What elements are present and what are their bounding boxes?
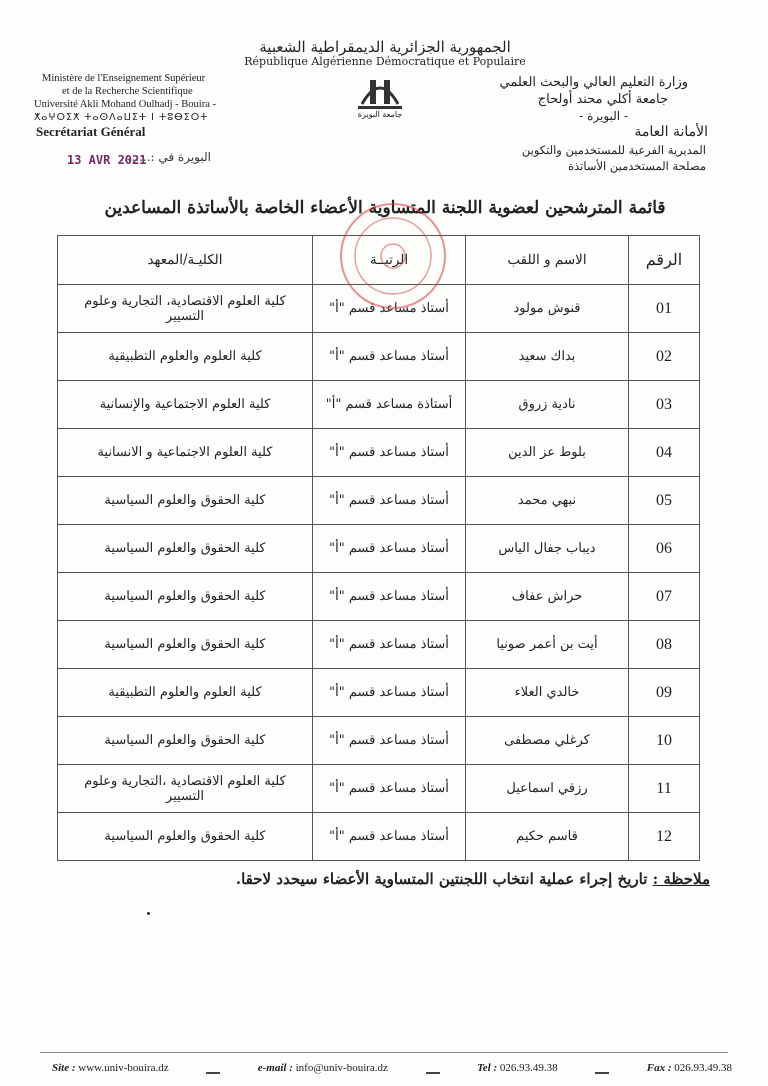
cell-name: رزقي اسماعيل bbox=[466, 765, 629, 813]
email-label: e-mail : bbox=[257, 1062, 293, 1074]
footer-email bbox=[258, 1062, 388, 1074]
cell-faculty: كلية العلوم الاجتماعية والإنسانية bbox=[58, 381, 313, 429]
cell-num: 06 bbox=[629, 525, 700, 573]
footer-site bbox=[52, 1062, 169, 1074]
table-row bbox=[58, 813, 700, 861]
note-text: تاريخ إجراء عملية انتخاب اللجنتين المتساوية الأعضاء سيحدد لاحقا. bbox=[235, 870, 648, 888]
header-name: الاسم و اللقب bbox=[466, 236, 629, 285]
header-num: الرقم bbox=[629, 236, 700, 285]
footer-fax bbox=[647, 1062, 732, 1074]
cell-num: 12 bbox=[629, 813, 700, 861]
cell-rank: أستاذ مساعد قسم "أ" bbox=[313, 285, 466, 333]
table-row bbox=[58, 717, 700, 765]
table-row bbox=[58, 765, 700, 813]
table-row bbox=[58, 333, 700, 381]
cell-faculty: كلية الحقوق والعلوم السياسية bbox=[58, 717, 313, 765]
document-title: قائمة المترشحين لعضوية اللجنة المتساوية الأعضاء الخاصة بالأساتذة المساعدين bbox=[104, 198, 666, 218]
cell-rank: أستاذ مساعد قسم "أ" bbox=[313, 429, 466, 477]
city-ar: - البويرة - bbox=[579, 109, 628, 123]
cell-num: 08 bbox=[629, 621, 700, 669]
footer-tel bbox=[477, 1062, 558, 1074]
footer-logo-icon bbox=[595, 1062, 609, 1074]
university-logo bbox=[340, 66, 420, 126]
ministry-fr-1: Ministère de l'Enseignement Supérieur bbox=[42, 73, 206, 84]
cell-faculty: كلية العلوم الاقتصادية ،التجارية وعلوم التسيير bbox=[58, 765, 313, 813]
cell-num: 10 bbox=[629, 717, 700, 765]
stray-dot bbox=[147, 912, 150, 915]
cell-faculty: كلية الحقوق والعلوم السياسية bbox=[58, 573, 313, 621]
cell-rank: أستاذ مساعد قسم "أ" bbox=[313, 717, 466, 765]
cell-rank: أستاذ مساعد قسم "أ" bbox=[313, 573, 466, 621]
cell-num: 01 bbox=[629, 285, 700, 333]
date-stamp: 13 AVR 2021 bbox=[67, 153, 147, 167]
site-value: www.univ-bouira.dz bbox=[78, 1062, 169, 1074]
cell-name: كرغلي مصطفى bbox=[466, 717, 629, 765]
footer-divider bbox=[40, 1052, 728, 1053]
cell-faculty: كلية الحقوق والعلوم السياسية bbox=[58, 525, 313, 573]
republic-fr: République Algérienne Démocratique et Populaire bbox=[244, 55, 526, 68]
secretariat-fr: Secrétariat Général bbox=[36, 124, 146, 139]
arabic-header-block bbox=[458, 74, 688, 125]
table-row bbox=[58, 429, 700, 477]
fax-value: 026.93.49.38 bbox=[674, 1062, 732, 1074]
secretariat-ar: الأمانة العامة bbox=[634, 124, 708, 140]
header-rank: الرتبــة bbox=[313, 236, 466, 285]
header-faculty: الكليـة/المعهد bbox=[58, 236, 313, 285]
cell-rank: أستاذ مساعد قسم "أ" bbox=[313, 333, 466, 381]
ministry-fr-2: et de la Recherche Scientifique bbox=[62, 86, 193, 97]
footer-logo-icon bbox=[206, 1062, 220, 1074]
site-label: Site : bbox=[52, 1062, 76, 1074]
note bbox=[150, 870, 710, 888]
dept-line-1: المديرية الفرعية للمستخدمين والتكوين bbox=[521, 143, 706, 157]
tel-value: 026.93.49.38 bbox=[499, 1062, 558, 1074]
cell-num: 04 bbox=[629, 429, 700, 477]
cell-rank: أستاذة مساعد قسم "أ" bbox=[313, 381, 466, 429]
cell-num: 09 bbox=[629, 669, 700, 717]
french-header-block bbox=[34, 72, 324, 124]
cell-num: 02 bbox=[629, 333, 700, 381]
table-row bbox=[58, 669, 700, 717]
university-tifinagh: ⵅⴰⵖⵔⵉⵅ ⵜⴰⵙⴷⴰⵡⵉⵜ ⵏ ⵜⵓⴱⵉⵔⵜ bbox=[34, 112, 209, 123]
university-ar: جامعة أكلي محند أولحاج bbox=[537, 92, 668, 107]
table-row bbox=[58, 525, 700, 573]
cell-rank: أستاذ مساعد قسم "أ" bbox=[313, 813, 466, 861]
cell-faculty: كلية العلوم الاجتماعية و الانسانية bbox=[58, 429, 313, 477]
university-fr: Université Akli Mohand Oulhadj - Bouira - bbox=[34, 99, 216, 110]
footer bbox=[52, 1062, 732, 1074]
cell-num: 05 bbox=[629, 477, 700, 525]
cell-faculty: كلية العلوم والعلوم التطبيقية bbox=[58, 669, 313, 717]
cell-name: نبهي محمد bbox=[466, 477, 629, 525]
date-label: البويرة في :........ bbox=[120, 150, 211, 164]
fax-label: Fax : bbox=[646, 1062, 672, 1074]
cell-faculty: كلية الحقوق والعلوم السياسية bbox=[58, 621, 313, 669]
department-block bbox=[446, 142, 706, 174]
logo-caption: جامعة البويرة bbox=[357, 110, 403, 119]
cell-num: 03 bbox=[629, 381, 700, 429]
official-seal-icon bbox=[318, 200, 468, 312]
cell-name: قنوش مولود bbox=[466, 285, 629, 333]
cell-faculty: كلية العلوم والعلوم التطبيقية bbox=[58, 333, 313, 381]
cell-num: 07 bbox=[629, 573, 700, 621]
cell-faculty: كلية العلوم الاقتصادية، التجارية وعلوم التسيير bbox=[58, 285, 313, 333]
cell-name: ديباب جفال الياس bbox=[466, 525, 629, 573]
note-label: ملاحظة : bbox=[652, 870, 710, 888]
table-row bbox=[58, 573, 700, 621]
cell-faculty: كلية الحقوق والعلوم السياسية bbox=[58, 477, 313, 525]
cell-rank: أستاذ مساعد قسم "أ" bbox=[313, 477, 466, 525]
cell-rank: أستاذ مساعد قسم "أ" bbox=[313, 765, 466, 813]
cell-name: نادية زروق bbox=[466, 381, 629, 429]
dept-line-2: مصلحة المستخدمين الأساتذة bbox=[568, 159, 706, 173]
tel-label: Tel : bbox=[477, 1062, 498, 1074]
footer-logo-icon bbox=[426, 1062, 440, 1074]
email-value: info@univ-bouira.dz bbox=[295, 1062, 388, 1074]
cell-num: 11 bbox=[629, 765, 700, 813]
republic-ar: الجمهورية الجزائرية الديمقراطية الشعبية bbox=[259, 38, 511, 56]
cell-name: بداك سعيد bbox=[466, 333, 629, 381]
cell-name: قاسم حكيم bbox=[466, 813, 629, 861]
table-row bbox=[58, 381, 700, 429]
candidates-table bbox=[57, 235, 700, 861]
cell-name: خالدي العلاء bbox=[466, 669, 629, 717]
table-row bbox=[58, 621, 700, 669]
cell-rank: أستاذ مساعد قسم "أ" bbox=[313, 525, 466, 573]
cell-name: أيت بن أعمر صونيا bbox=[466, 621, 629, 669]
cell-rank: أستاذ مساعد قسم "أ" bbox=[313, 621, 466, 669]
cell-name: بلوط عز الدين bbox=[466, 429, 629, 477]
table-row bbox=[58, 477, 700, 525]
cell-faculty: كلية الحقوق والعلوم السياسية bbox=[58, 813, 313, 861]
cell-rank: أستاذ مساعد قسم "أ" bbox=[313, 669, 466, 717]
ministry-ar: وزارة التعليم العالي والبحث العلمي bbox=[499, 75, 688, 90]
cell-name: حراش عفاف bbox=[466, 573, 629, 621]
